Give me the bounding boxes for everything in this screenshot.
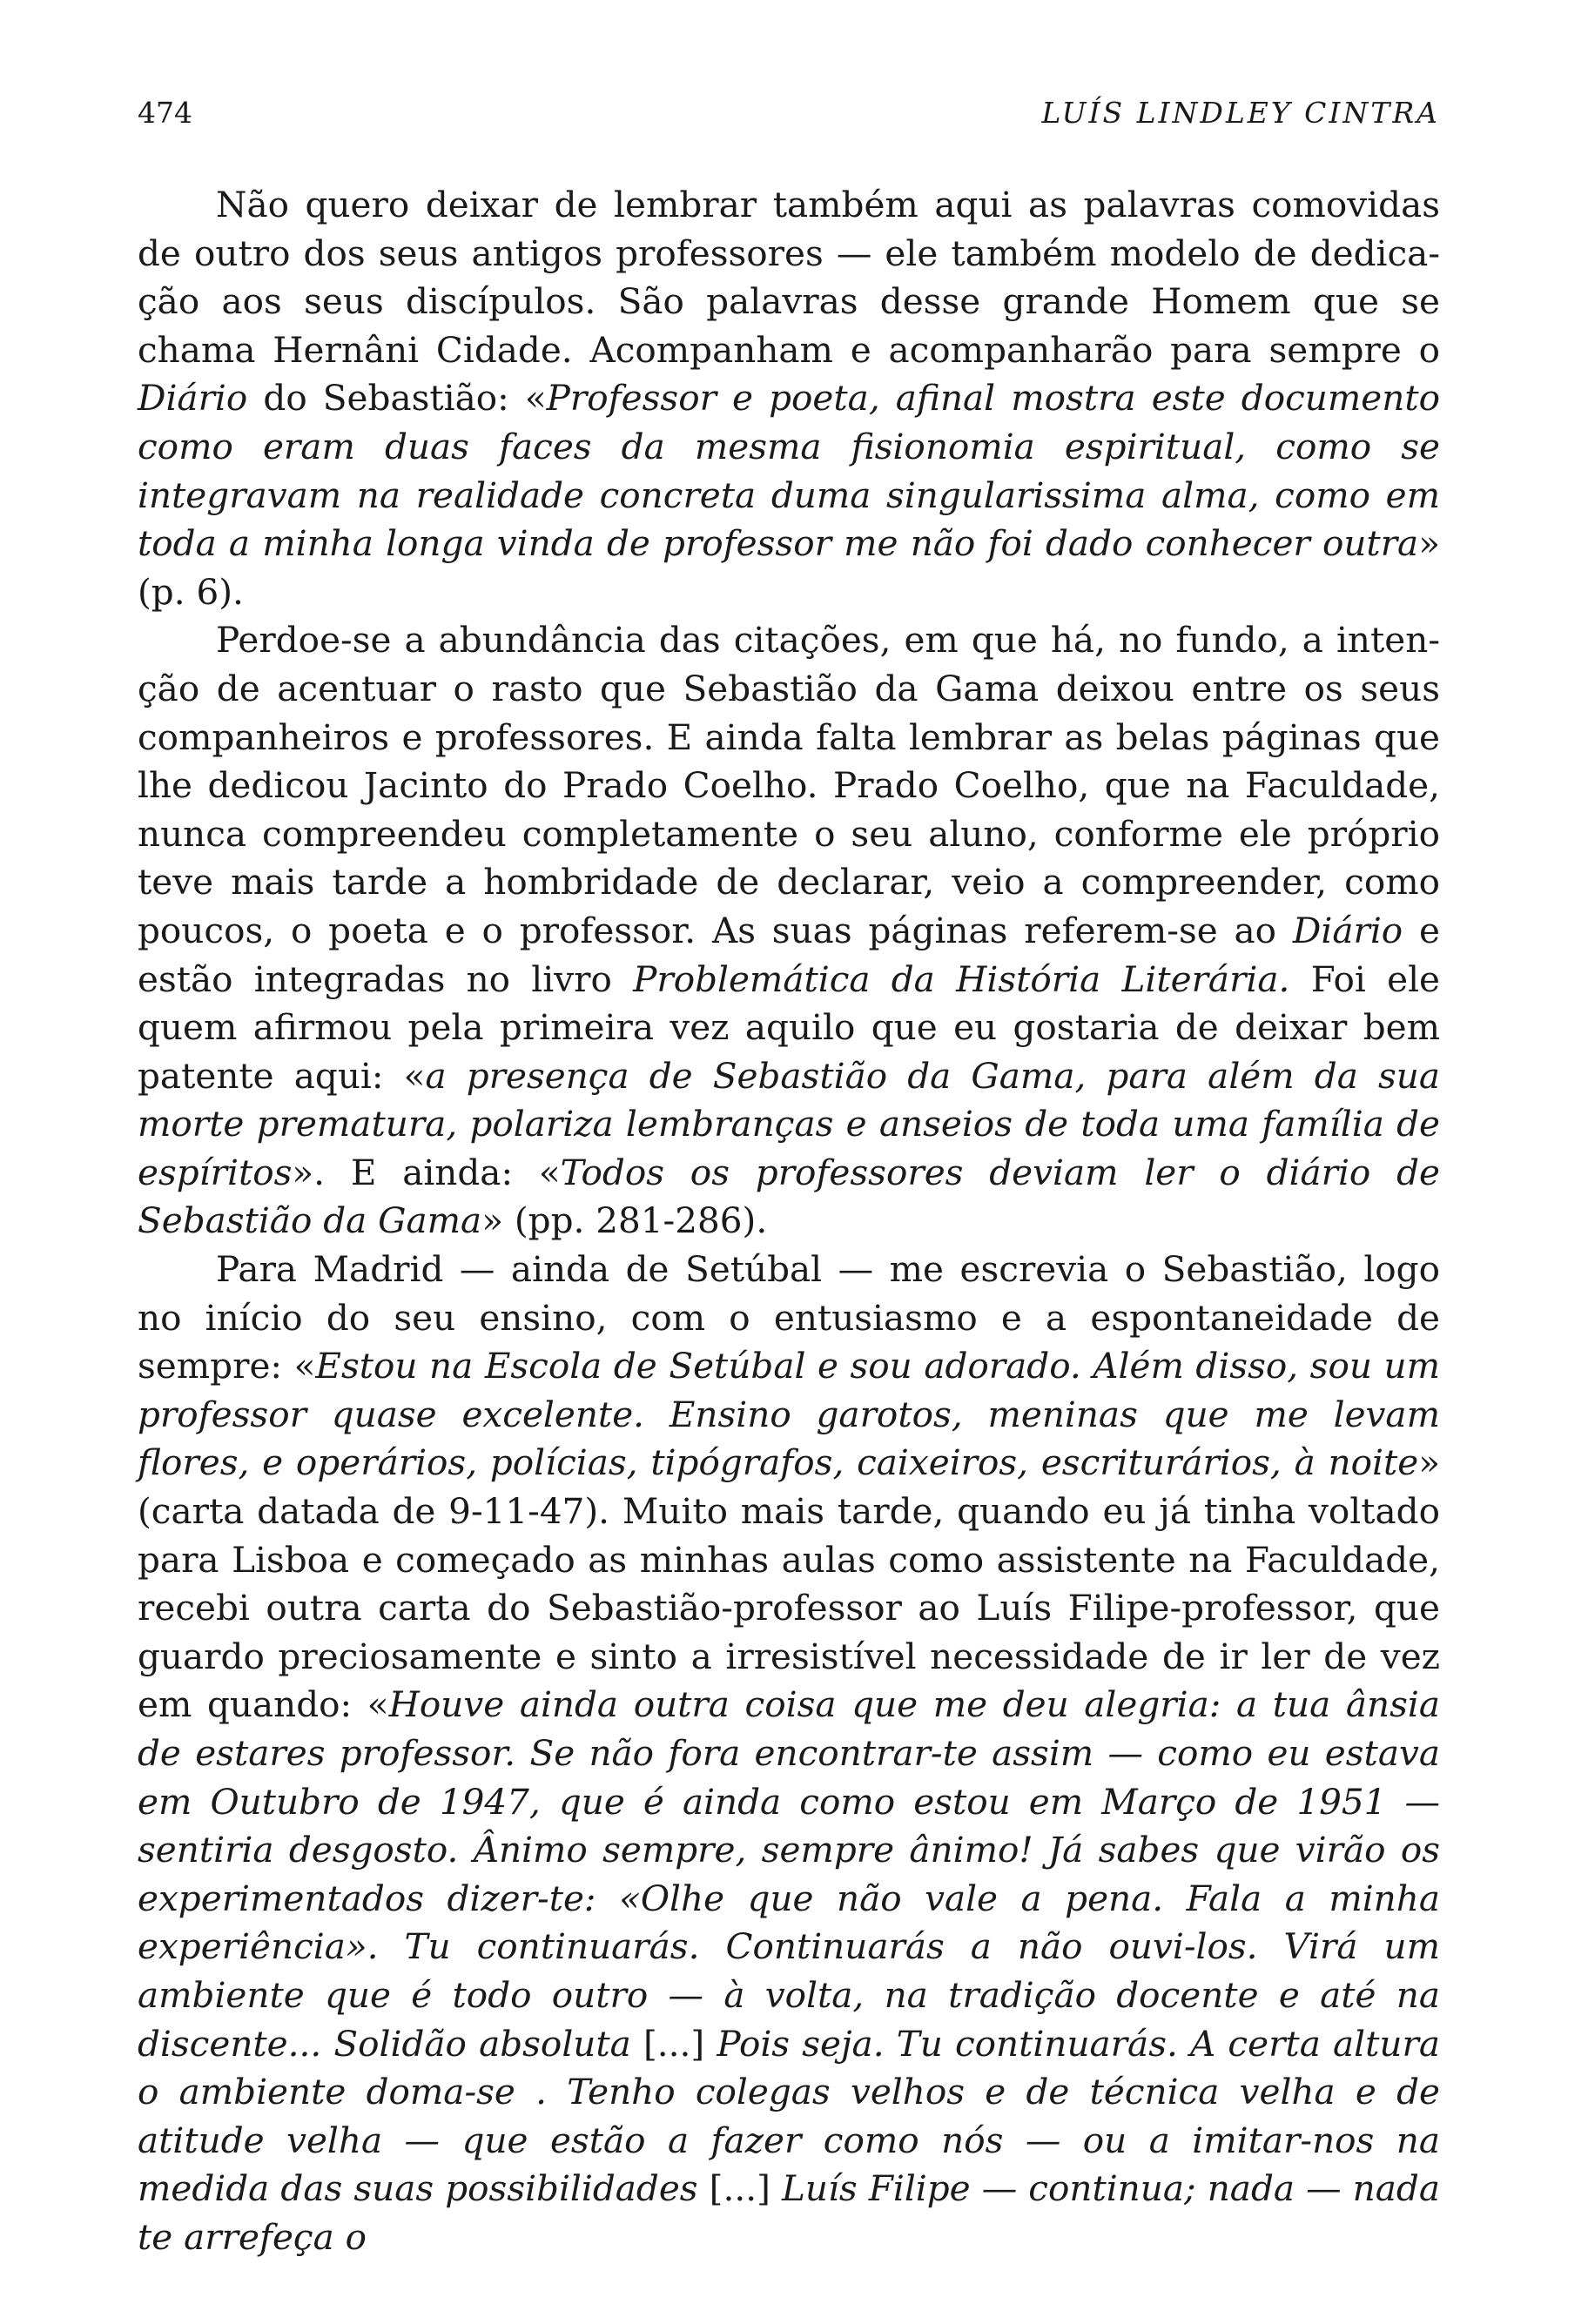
- text-run: do Sebastião: «: [247, 377, 547, 420]
- text-run: [...]: [697, 2167, 782, 2210]
- text-run: » (pp. 281-286).: [481, 1199, 768, 1242]
- paragraph-1: [138, 181, 1440, 616]
- text-run: Não quero deixar de lembrar também aqui as palavras comovidas de outro dos seus antigos professores — ele também modelo de dedicação aos seus discípulos. São palavras desse grande Homem que se chama Hernâni Cidade. Acompanham e acompanharão para sempre o: [138, 184, 1440, 371]
- text-run: Para Madrid — ainda de Setúbal — me escrevia o Sebastião, logo no início do seu ensino, com o entusiasmo e a espontaneidade de sempre: «: [138, 1248, 1440, 1387]
- page-header: [138, 92, 1440, 134]
- text-run: ». E ainda: «: [292, 1151, 561, 1193]
- page-number: 474: [138, 96, 192, 130]
- italic-text-run: Luís Filipe — continua; nada — nada te arrefeça o: [138, 2167, 1440, 2258]
- italic-text-run: Pois seja. Tu continuarás. A certa altura o ambiente doma-se . Tenho colegas velhos e de técnica velha e de atitude velha — que estão a fazer como nós — ou a imitar-nos na medida das suas possibilidades: [138, 2022, 1440, 2210]
- italic-text-run: Professor e poeta, afinal mostra este documento como eram duas faces da mesma fisionomia espiritual, como se integravam na realidade concreta duma singularissima alma, como em toda a minha longa vinda de professor me não foi dado conhecer outra: [138, 377, 1440, 565]
- italic-text-run: Problemática da História Literária.: [633, 957, 1290, 1000]
- body-text: [138, 181, 1440, 2262]
- running-head: LUÍS LINDLEY CINTRA: [1041, 96, 1440, 130]
- italic-text-run: Todos os professores deviam ler o diário de Sebastião da Gama: [138, 1151, 1440, 1242]
- text-run: Foi ele quem afirmou pela primeira vez aquilo que eu gostaria de deixar bem patente aqui: «: [138, 957, 1440, 1097]
- italic-text-run: Diário: [138, 377, 248, 420]
- italic-text-run: Estou na Escola de Setúbal e sou adorado. Além disso, sou um professor quase excelente. Ensino garotos, meninas que me levam flores, e operários, polícias, tipógrafos, caixeiros, escriturários, à noite: [138, 1345, 1440, 1484]
- italic-text-run: Diário: [1292, 909, 1403, 951]
- paragraph-2: [138, 616, 1440, 1246]
- italic-text-run: Houve ainda outra coisa que me deu alegria: a tua ânsia de estares professor. Se não fora encontrar-te assim — como eu estava em Outubro de 1947, que é ainda como estou em Março de 1951 — sentiria desgosto. Ânimo sempre, sempre ânimo! Já sabes que virão os experimentados dizer-te: «Olhe que não vale a pena. Fala a minha experiência». Tu continuarás. Continuarás a não ouvi-los. Virá um ambiente que é todo outro — à volta, na tradição docente e até na discente... Solidão absoluta: [138, 1683, 1440, 2065]
- text-run: [...]: [630, 2022, 717, 2065]
- text-run: e estão integradas no livro: [138, 909, 1441, 1000]
- paragraph-3: [138, 1246, 1440, 2261]
- text-run: » (carta datada de 9-11-47). Muito mais tarde, quando eu já tinha voltado para Lisboa e começado as minhas aulas como assistente na Faculdade, recebi outra carta do Sebastião-professor ao Luís Filipe-professor, que guardo preciosamente e sinto a irresistível necessidade de ir ler de vez em quando: «: [138, 1441, 1440, 1726]
- text-run: Perdoe-se a abundância das citações, em que há, no fundo, a intenção de acentuar o rasto que Sebastião da Gama deixou entre os seus companheiros e professores. E ainda falta lembrar as belas páginas que lhe dedicou Jacinto do Prado Coelho. Prado Coelho, que na Faculdade, nunca compreendeu completamente o seu aluno, conforme ele próprio teve mais tarde a hombridade de declarar, veio a compreender, como poucos, o poeta e o professor. As suas páginas referem-se ao: [138, 619, 1440, 951]
- text-run: » (p. 6).: [138, 522, 1440, 613]
- italic-text-run: a presença de Sebastião da Gama, para além da sua morte prematura, polariza lembranças e anseios de toda uma família de espíritos: [138, 1054, 1440, 1193]
